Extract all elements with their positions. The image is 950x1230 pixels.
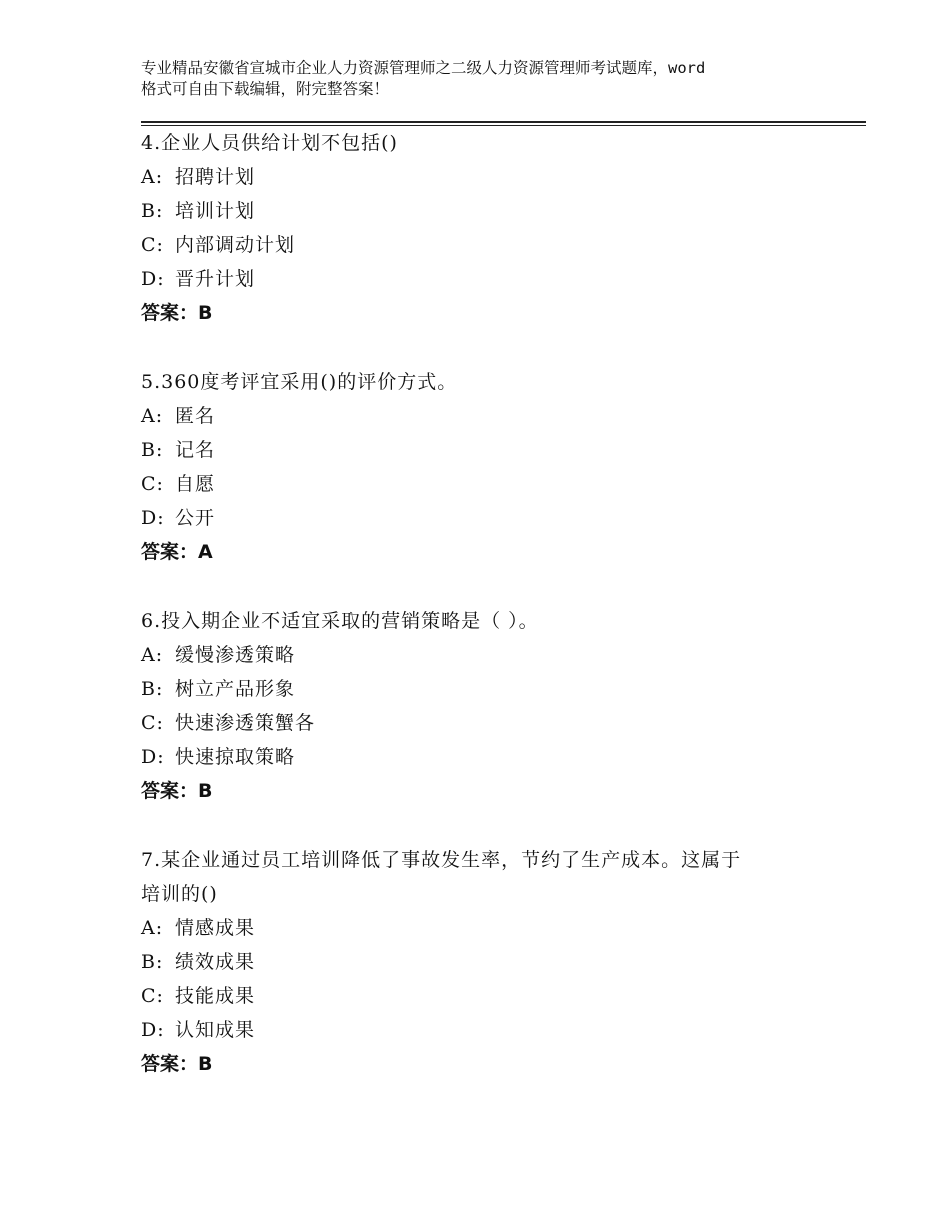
option-a [141, 911, 821, 945]
option-text: 培训计划 [175, 200, 256, 222]
option-letter: C: [141, 985, 164, 1007]
option-text: 树立产品形象 [175, 678, 296, 700]
header-line-1: 专业精品安徽省宣城市企业人力资源管理师之二级人力资源管理师考试题库，word [141, 59, 706, 77]
option-text: 匿名 [175, 405, 216, 427]
question-text-continued: 培训的() [141, 883, 218, 905]
option-letter: C: [141, 712, 164, 734]
option-b [141, 433, 821, 467]
option-text: 自愿 [175, 473, 216, 495]
option-text: 招聘计划 [175, 166, 256, 188]
option-text: 技能成果 [175, 985, 256, 1007]
option-d [141, 501, 821, 535]
option-letter: B: [141, 200, 164, 222]
option-c [141, 979, 821, 1013]
option-letter: A: [141, 917, 164, 939]
option-a [141, 399, 821, 433]
option-letter: D: [141, 1019, 165, 1041]
question-4 [141, 126, 821, 330]
option-a [141, 160, 821, 194]
option-letter: D: [141, 746, 165, 768]
question-text: 7.某企业通过员工培训降低了事故发生率，节约了生产成本。这属于 [141, 849, 742, 871]
option-b [141, 945, 821, 979]
option-b [141, 672, 821, 706]
document-header [141, 58, 841, 100]
option-letter: A: [141, 166, 164, 188]
option-c [141, 467, 821, 501]
option-c [141, 228, 821, 262]
option-letter: B: [141, 439, 164, 461]
option-letter: D: [141, 268, 165, 290]
option-text: 缓慢渗透策略 [175, 644, 296, 666]
option-d [141, 1013, 821, 1047]
option-text: 公开 [175, 507, 216, 529]
header-line-2: 格式可自由下载编辑，附完整答案！ [141, 80, 390, 98]
option-text: 快速掠取策略 [175, 746, 296, 768]
option-letter: A: [141, 405, 164, 427]
option-text: 情感成果 [175, 917, 256, 939]
option-c [141, 706, 821, 740]
answer-label: 答案：B [141, 302, 213, 324]
option-letter: D: [141, 507, 165, 529]
option-a [141, 638, 821, 672]
option-letter: B: [141, 951, 164, 973]
option-letter: C: [141, 234, 164, 256]
option-text: 认知成果 [175, 1019, 256, 1041]
option-b [141, 194, 821, 228]
header-divider-thick [141, 121, 866, 123]
question-text: 4.企业人员供给计划不包括() [141, 132, 398, 154]
option-letter: A: [141, 644, 164, 666]
option-d [141, 740, 821, 774]
question-5 [141, 365, 821, 569]
option-text: 晋升计划 [175, 268, 256, 290]
option-text: 记名 [175, 439, 216, 461]
option-text: 快速渗透策蟹各 [175, 712, 316, 734]
question-text: 5.360度考评宜采用()的评价方式。 [141, 371, 458, 393]
answer-label: 答案：A [141, 541, 213, 563]
option-text: 内部调动计划 [175, 234, 296, 256]
option-letter: C: [141, 473, 164, 495]
option-text: 绩效成果 [175, 951, 256, 973]
answer-label: 答案：B [141, 780, 213, 802]
option-d [141, 262, 821, 296]
question-text: 6.投入期企业不适宜采取的营销策略是（ ）。 [141, 610, 539, 632]
question-7 [141, 843, 821, 1081]
answer-label: 答案：B [141, 1053, 213, 1075]
question-6 [141, 604, 821, 808]
option-letter: B: [141, 678, 164, 700]
